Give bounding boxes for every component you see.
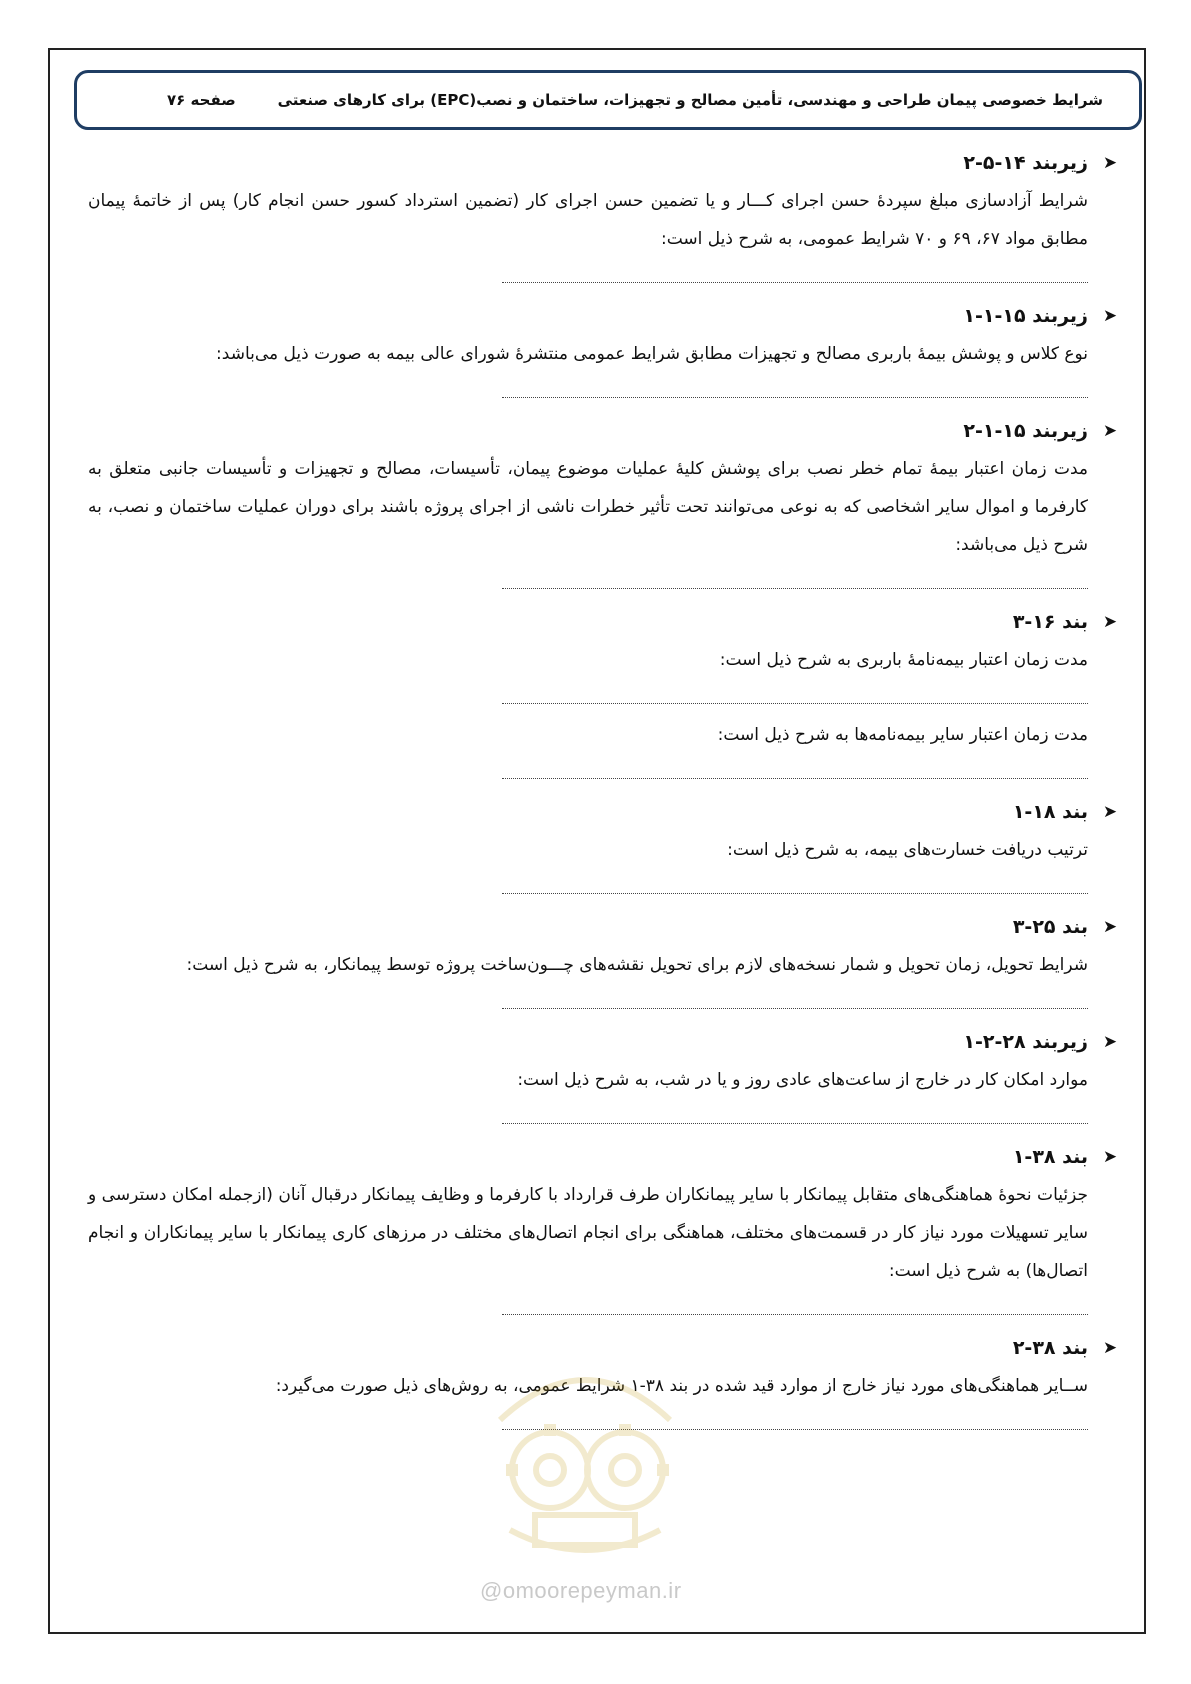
bullet-arrow-icon: ➤ (1102, 802, 1118, 822)
bullet-arrow-icon: ➤ (1102, 1032, 1118, 1052)
section-18-1 (88, 799, 1118, 894)
section-title: بند ۱۶-۳ (1012, 611, 1088, 633)
section-title: بند ۱۸-۱ (1012, 801, 1088, 823)
fill-in-line (502, 875, 1088, 894)
section-15-1-2 (88, 418, 1118, 589)
section-14-5-2 (88, 150, 1118, 283)
fill-in-line (502, 685, 1088, 704)
fill-in-line (502, 1105, 1088, 1124)
fill-in-line (502, 264, 1088, 283)
section-text: جزئیات نحوهٔ هماهنگی‌های متقابل پیمانکار با سایر پیمانکاران طرف قرارداد با کارفرما و وظایف پیمانکار درقبال آنان (ازجمله امکان دسترسی و سایر تسهیلات مورد نیاز کار در قسمت‌های مختلف، هماهنگی برای انجام اتصال‌های مختلف در مرزهای کاری پیمانکار با سایر پیمانکاران و انجام اتصال‌ها) به شرح ذیل است: (88, 1185, 1088, 1281)
section-title: بند ۲۵-۳ (1012, 916, 1088, 938)
section-text: شرایط تحویل، زمان تحویل و شمار نسخه‌های لازم برای تحویل نقشه‌های چـــون‌ساخت پروژه توسط پیمانکار، به شرح ذیل است: (186, 955, 1088, 975)
fill-in-line (502, 1296, 1088, 1315)
section-title: زیربند ۱۵-۱-۲ (963, 420, 1088, 442)
fill-in-line (502, 379, 1088, 398)
bullet-arrow-icon: ➤ (1102, 421, 1118, 441)
section-text-secondary: مدت زمان اعتبار سایر بیمه‌نامه‌ها به شرح ذیل است: (717, 725, 1088, 745)
header-title: شرایط خصوصی پیمان طراحی و مهندسی، تأمین مصالح و تجهیزات، ساختمان و نصب(EPC) برای کارهای صنعتی (277, 91, 1103, 109)
section-text: موارد امکان کار در خارج از ساعت‌های عادی روز و یا در شب، به شرح ذیل است: (517, 1070, 1088, 1090)
section-text: شرایط آزادسازی مبلغ سپردهٔ حسن اجرای کـــار و یا تضمین حسن اجرای کار (تضمین استرداد کسور حسن انجام کار) پس از خاتمهٔ پیمان مطابق مواد ۶۷، ۶۹ و ۷۰ شرایط عمومی، به شرح ذیل است: (88, 191, 1088, 249)
fill-in-line (502, 570, 1088, 589)
document-body (88, 150, 1118, 1450)
fill-in-line (502, 990, 1088, 1009)
section-text: مدت زمان اعتبار بیمه‌نامهٔ باربری به شرح ذیل است: (719, 650, 1088, 670)
fill-in-line (502, 760, 1088, 779)
section-title: بند ۳۸-۲ (1012, 1337, 1088, 1359)
section-text: مدت زمان اعتبار بیمهٔ تمام خطر نصب برای پوشش کلیهٔ عملیات موضوع پیمان، تأسیسات، مصالح و تجهیزات و تأسیسات جانبی متعلق به کارفرما و اموال سایر اشخاصی که به نوعی می‌توانند تحت تأثیر خطرات ناشی از اجرای پروژه باشند برای دوران عملیات ساختمان و نصب، به شرح ذیل می‌باشد: (88, 459, 1088, 555)
section-text: ســایر هماهنگی‌های مورد نیاز خارج از موارد قید شده در بند ۳۸-۱ شرایط عمومی، به روش‌های ذیل صورت می‌گیرد: (275, 1376, 1088, 1396)
section-title: بند ۳۸-۱ (1012, 1146, 1088, 1168)
section-28-2-1 (88, 1029, 1118, 1124)
bullet-arrow-icon: ➤ (1102, 1147, 1118, 1167)
page-header (74, 70, 1142, 130)
section-text: نوع کلاس و پوشش بیمهٔ باربری مصالح و تجهیزات مطابق شرایط عمومی منتشرهٔ شورای عالی بیمه به صورت ذیل می‌باشد: (216, 344, 1088, 364)
bullet-arrow-icon: ➤ (1102, 306, 1118, 326)
bullet-arrow-icon: ➤ (1102, 612, 1118, 632)
section-38-2 (88, 1335, 1118, 1430)
bullet-arrow-icon: ➤ (1102, 153, 1118, 173)
bullet-arrow-icon: ➤ (1102, 917, 1118, 937)
section-15-1-1 (88, 303, 1118, 398)
watermark-text: @omoorepeyman.ir (480, 1578, 682, 1603)
section-16-3 (88, 609, 1118, 779)
section-title: زیربند ۱۴-۵-۲ (963, 152, 1088, 174)
section-title: زیربند ۱۵-۱-۱ (963, 305, 1088, 327)
section-25-3 (88, 914, 1118, 1009)
section-text: ترتیب دریافت خسارت‌های بیمه، به شرح ذیل است: (727, 840, 1088, 860)
section-title: زیربند ۲۸-۲-۱ (963, 1031, 1088, 1053)
section-38-1 (88, 1144, 1118, 1315)
fill-in-line (502, 1411, 1088, 1430)
bullet-arrow-icon: ➤ (1102, 1338, 1118, 1358)
page-number: صفحه ۷۶ (167, 91, 236, 109)
